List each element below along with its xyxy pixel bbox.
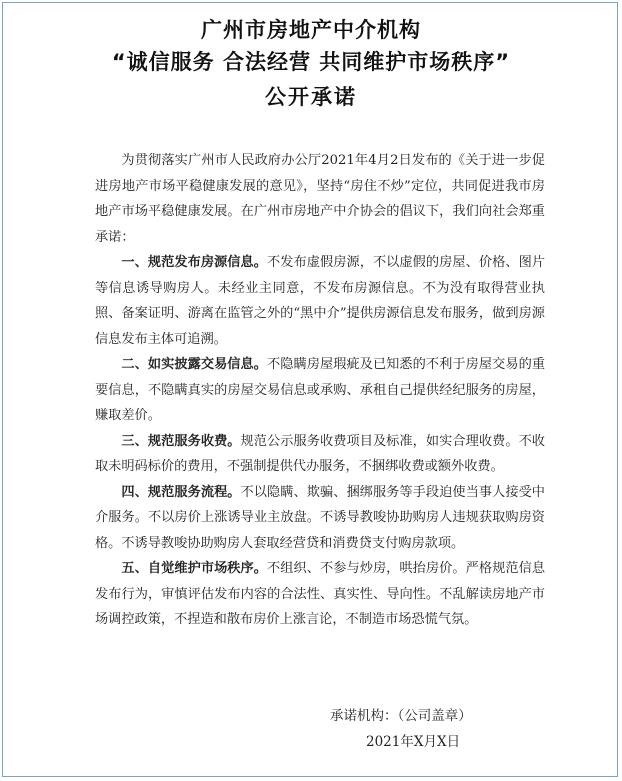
commitment-2-text: 不隐瞒房屋瑕疵及已知悉的不利于房屋交易的重要信息，不隐瞒真实的房屋交易信息或承购、承租自己提供经纪服务的房屋，赚取差价。: [95, 357, 546, 423]
commitment-2-heading: 二、如实披露交易信息。: [121, 357, 268, 372]
commitment-4-heading: 四、规范服务流程。: [121, 484, 241, 500]
title-line-2: “诚信服务 合法经营 共同维护市场秩序”: [111, 50, 511, 74]
intro-paragraph: 为贯彻落实广州市人民政府办公厅2021年4月2日发布的《关于进一步促进房地产市场平稳健康发展的意见》，坚持“房住不炒”定位，共同促进我市房地产市场平稳健康发展。在广州市房地产中介协会的倡议下，我们向社会郑重承诺：: [95, 153, 545, 245]
signature-date: 2021年X月X日: [366, 734, 461, 750]
commitment-3: [95, 429, 545, 480]
commitment-3-text: 规范公示服务收费项目及标准，如实合理收费。不收取未明码标价的费用，不强制提供代办服务，不捆绑收费或额外收费。: [95, 433, 545, 474]
commitment-3-heading: 三、规范服务收费。: [121, 433, 241, 449]
commitment-1-text: 不发布虚假房源，不以虚假的房屋、价格、图片等信息诱导购房人。未经业主同意，不发布房源信息。不为没有取得营业执照、备案证明、游离在监管之外的“黑中介”提供房源信息发布服务，做到房源信息发布主体可追溯。: [95, 255, 546, 347]
commitment-5-text: 不组织、不参与炒房，哄抬房价。严格规范信息发布行为，审慎评估发布内容的合法性、真实性、导向性。不乱解读房地产市场调控政策，不捏造和散布房价上涨言论，不制造市场恐慌气氛。: [95, 561, 546, 627]
commitment-1-heading: 一、规范发布房源信息。: [121, 255, 268, 270]
commitment-1: [95, 250, 545, 352]
commitment-4-text: 不以隐瞒、欺骗、捆绑服务等手段迫使当事人接受中介服务。不以房价上涨诱导业主放盘。不诱导教唆协助购房人违规获取购房资格。不诱导教唆协助购房人套取经营贷和消费贷支付购房款项。: [95, 484, 545, 551]
commitment-5-heading: 五、自觉维护市场秩序。: [121, 561, 268, 576]
commitment-2: [95, 352, 545, 429]
signature-org: 承诺机构：（公司盖章）: [330, 708, 472, 724]
commitment-4: [95, 480, 545, 557]
commitment-5: [95, 556, 545, 633]
title-line-3: 公开承诺: [265, 85, 357, 109]
title-line-1: 广州市房地产中介机构: [201, 18, 421, 42]
document-body: [95, 148, 545, 633]
